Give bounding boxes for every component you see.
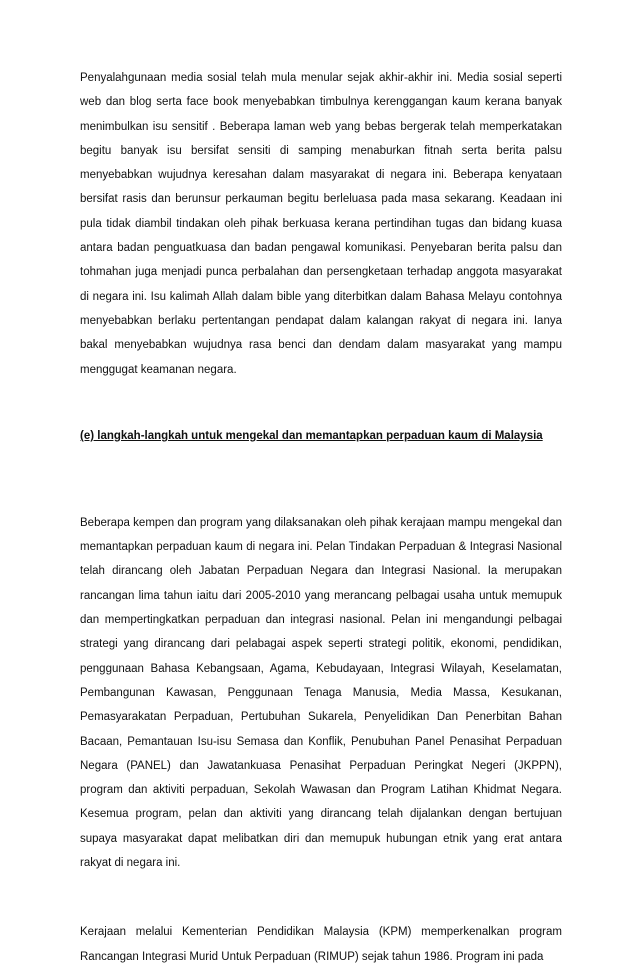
section-heading: (e) langkah-langkah untuk mengekal dan memantapkan perpaduan kaum di Malaysia <box>80 429 543 442</box>
paragraph-unity-programs: Beberapa kempen dan program yang dilaksanakan oleh pihak kerajaan mampu mengekal dan memantapkan perpaduan kaum di negara ini. Pelan Tindakan Perpaduan & Integrasi Nasional telah dirancang oleh Jabatan Perpaduan Negara dan Integrasi Nasional. Ia merupakan rancangan lima tahun iaitu dari 2005-2010 yang merancang pelbagai usaha untuk memupuk dan mempertingkatkan perpaduan dan integrasi nasional. Pelan ini mengandungi pelbagai strategi yang dirancang dari pelabagai aspek seperti strategi politik, ekonomi, pendidikan, penggunaan Bahasa Kebangsaan, Agama, Kebudayaan, Integrasi Wilayah, Keselamatan, Pembangunan Kawasan, Penggunaan Tenaga Manusia, Media Massa, Kesukanan, Pemasyarakatan Perpaduan, Pertubuhan Sukarela, Penyelidikan Dan Penerbitan Bahan Bacaan, Pemantauan Isu-isu Semasa dan Konflik, Penubuhan Panel Penasihat Perpaduan Negara (PANEL) dan Jawatankuasa Penasihat Perpaduan Peringkat Negeri (JKPPN), program dan aktiviti perpaduan, Sekolah Wawasan dan Program Latihan Khidmat Negara. Kesemua program, pelan dan aktiviti yang dirancang telah dijalankan dengan bertujuan supaya masyarakat dapat melibatkan diri dan memupuk hubungan etnik yang erat antara rakyat di negara ini. <box>80 516 562 870</box>
spacer <box>80 448 562 511</box>
paragraph-rimup: Kerajaan melalui Kementerian Pendidikan Malaysia (KPM) memperkenalkan program Rancangan Integrasi Murid Untuk Perpaduan (RIMUP) sejak tahun 1986. Program ini pada <box>80 926 562 963</box>
paragraph-social-media: Penyalahgunaan media sosial telah mula menular sejak akhir-akhir ini. Media sosial seperti web dan blog serta face book menyebabkan timbulnya kerenggangan kaum kerana banyak menimbulkan isu sensitif . Beberapa laman web yang bebas bergerak telah memperkatakan begitu banyak isu bersifat sensiti di samping menaburkan fitnah serta berita palsu menyebabkan wujudnya keresahan dalam masyarakat di negara ini. Beberapa kenyataan bersifat rasis dan berunsur perkauman begitu berleluasa pada masa sekarang. Keadaan ini pula tidak diambil tindakan oleh pihak berkuasa kerana pertindihan tugas dan bidang kuasa antara badan penguatkuasa dan badan pengawal komunikasi. Penyebaran berita palsu dan tohmahan juga menjadi punca perbalahan dan persengketaan terhadap anggota masyarakat di negara ini. Isu kalimah Allah dalam bible yang diterbitkan dalam Bahasa Melayu contohnya menyebabkan berlaku pertentangan pendapat dalam kalangan rakyat di negara ini. Ianya bakal menyebabkan wujudnya rasa benci dan dendam dalam masyarakat yang mampu menggugat keamanan negara. <box>80 72 562 376</box>
document-page <box>80 66 562 969</box>
spacer <box>80 875 562 920</box>
spacer <box>80 382 562 424</box>
